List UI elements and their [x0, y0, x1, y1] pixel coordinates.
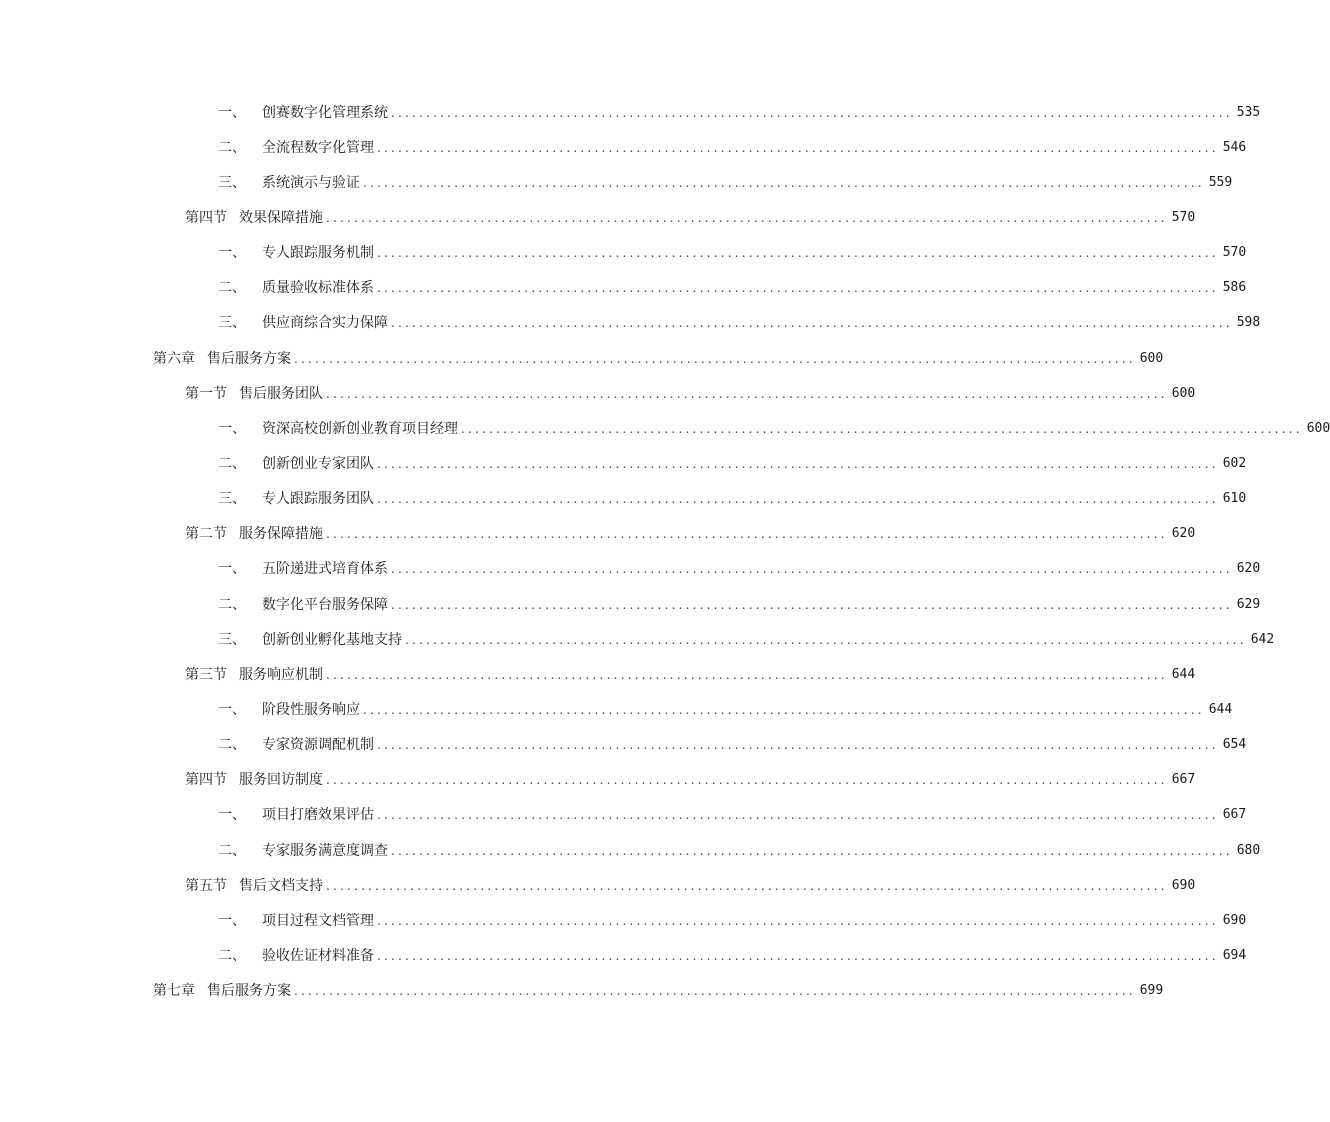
toc-entry-label [218, 455, 374, 473]
toc-entry-label [218, 139, 374, 157]
dot-leader: ........................................................................................................................ [377, 948, 1219, 963]
toc-entry-title: 创新创业孵化基地支持 [262, 631, 402, 648]
toc-entry-number: 一、 [218, 561, 246, 578]
toc-entry[interactable] [0, 728, 1247, 763]
toc-entry-title: 服务保障措施 [239, 526, 323, 543]
toc-entry-number: 一、 [218, 420, 246, 437]
dot-leader: ........................................................................................................................ [294, 984, 1136, 999]
toc-entry-page-number: 570 [1171, 209, 1196, 225]
toc-entry[interactable] [0, 482, 1247, 517]
toc-entry-title: 项目过程文档管理 [262, 912, 374, 929]
toc-entry-page-number: 694 [1222, 947, 1247, 963]
toc-entry-title: 供应商综合实力保障 [262, 315, 388, 332]
toc-entry-page-number: 680 [1236, 842, 1261, 858]
toc-entry[interactable] [0, 236, 1247, 271]
toc-entry-number: 一、 [218, 807, 246, 824]
toc-entry-line [218, 174, 1233, 192]
toc-entry-title: 售后服务方案 [207, 983, 291, 1000]
dot-leader: ........................................................................................................................ [377, 808, 1219, 823]
toc-entry-line [218, 104, 1261, 122]
toc-entry-number: 二、 [218, 947, 246, 964]
toc-entry-line [153, 982, 1164, 1000]
toc-entry-title: 项目打磨效果评估 [262, 807, 374, 824]
toc-entry-label [153, 982, 291, 1000]
toc-entry-page-number: 598 [1236, 315, 1261, 331]
toc-entry-title: 系统演示与验证 [262, 174, 360, 191]
toc-entry-page-number: 690 [1171, 877, 1196, 893]
toc-entry-title: 全流程数字化管理 [262, 139, 374, 156]
toc-entry[interactable] [0, 587, 1261, 622]
toc-entry-title: 售后服务方案 [207, 350, 291, 367]
toc-entry-line [218, 806, 1247, 824]
toc-entry-page-number: 535 [1236, 104, 1261, 120]
toc-entry-title: 五阶递进式培育体系 [262, 561, 388, 578]
dot-leader: ........................................................................................................................ [391, 843, 1233, 858]
toc-entry[interactable] [0, 622, 1275, 657]
toc-entry[interactable] [0, 903, 1247, 938]
toc-entry-number: 二、 [218, 455, 246, 472]
toc-entry-number: 二、 [218, 842, 246, 859]
toc-entry-line [185, 771, 1196, 789]
toc-entry-title: 资深高校创新创业教育项目经理 [262, 420, 458, 437]
toc-entry-label [185, 525, 323, 543]
dot-leader: ........................................................................................................................ [363, 702, 1205, 717]
toc-entry-number: 一、 [218, 245, 246, 262]
toc-entry-label [153, 350, 291, 368]
toc-entry-label [185, 385, 323, 403]
toc-entry-page-number: 644 [1171, 666, 1196, 682]
toc-entry-line [218, 560, 1261, 578]
toc-entry-page-number: 600 [1306, 420, 1330, 436]
dot-leader: ........................................................................................................................ [377, 913, 1219, 928]
toc-entry-line [185, 666, 1196, 684]
toc-entry[interactable] [0, 376, 1196, 411]
toc-entry-page-number: 620 [1171, 526, 1196, 542]
dot-leader: ........................................................................................................................ [391, 562, 1233, 577]
toc-entry-line [185, 385, 1196, 403]
toc-entry-number: 第七章 [153, 983, 195, 1000]
dot-leader: ........................................................................................................................ [377, 281, 1219, 296]
toc-entry-number: 第一节 [185, 385, 227, 402]
toc-entry-number: 二、 [218, 596, 246, 613]
toc-entry-title: 专人跟踪服务团队 [262, 491, 374, 508]
toc-entry-line [185, 525, 1196, 543]
toc-entry-page-number: 586 [1222, 280, 1247, 296]
toc-entry-line [218, 244, 1247, 262]
toc-entry-title: 专家服务满意度调查 [262, 842, 388, 859]
toc-entry-number: 二、 [218, 280, 246, 297]
dot-leader: ........................................................................................................................ [326, 210, 1168, 225]
toc-entry-title: 服务响应机制 [239, 666, 323, 683]
toc-entry-label [218, 104, 388, 122]
toc-entry-number: 三、 [218, 491, 246, 508]
toc-entry[interactable] [0, 763, 1196, 798]
dot-leader: ........................................................................................................................ [326, 386, 1168, 401]
toc-entry-line [185, 877, 1196, 895]
toc-entry-page-number: 629 [1236, 596, 1261, 612]
dot-leader: ........................................................................................................................ [326, 878, 1168, 893]
toc-entry-title: 售后服务团队 [239, 385, 323, 402]
toc-entry-page-number: 600 [1139, 350, 1164, 366]
toc-entry-title: 创赛数字化管理系统 [262, 104, 388, 121]
dot-leader: ........................................................................................................................ [461, 421, 1303, 436]
toc-entry-line [185, 209, 1196, 227]
toc-entry-line [218, 701, 1233, 719]
toc-entry[interactable] [0, 341, 1164, 376]
toc-entry-line [218, 455, 1247, 473]
toc-entry-number: 一、 [218, 104, 246, 121]
toc-entry-number: 二、 [218, 139, 246, 156]
toc-entry[interactable] [0, 938, 1247, 973]
dot-leader: ........................................................................................................................ [363, 175, 1205, 190]
toc-entry-label [218, 279, 374, 297]
toc-entry[interactable] [0, 692, 1233, 727]
dot-leader: ........................................................................................................................ [377, 738, 1219, 753]
toc-entry-number: 第三节 [185, 666, 227, 683]
toc-entry[interactable] [0, 130, 1247, 165]
toc-entry-title: 创新创业专家团队 [262, 455, 374, 472]
dot-leader: ........................................................................................................................ [294, 351, 1136, 366]
toc-entry-title: 验收佐证材料准备 [262, 947, 374, 964]
toc-entry[interactable] [0, 95, 1261, 130]
toc-entry-number: 第四节 [185, 209, 227, 226]
dot-leader: ........................................................................................................................ [326, 527, 1168, 542]
toc-entry-label [218, 842, 388, 860]
toc-entry-number: 一、 [218, 912, 246, 929]
toc-entry[interactable] [0, 517, 1196, 552]
toc-entry-number: 一、 [218, 701, 246, 718]
toc-entry-page-number: 610 [1222, 491, 1247, 507]
toc-entry-page-number: 546 [1222, 139, 1247, 155]
toc-entry-line [218, 279, 1247, 297]
dot-leader: ........................................................................................................................ [326, 773, 1168, 788]
toc-entry-title: 效果保障措施 [239, 209, 323, 226]
toc-entry-page-number: 690 [1222, 912, 1247, 928]
toc-entry-title: 质量验收标准体系 [262, 280, 374, 297]
toc-entry-label [185, 771, 323, 789]
dot-leader: ........................................................................................................................ [405, 632, 1247, 647]
toc-entry-title: 阶段性服务响应 [262, 701, 360, 718]
toc-entry-number: 第四节 [185, 772, 227, 789]
toc-entry-label [218, 420, 458, 438]
toc-entry-title: 服务回访制度 [239, 772, 323, 789]
toc-entry-page-number: 699 [1139, 983, 1164, 999]
toc-entry-label [218, 912, 374, 930]
toc-entry-label [185, 666, 323, 684]
toc-entry-number: 第五节 [185, 877, 227, 894]
toc-entry-line [153, 350, 1164, 368]
toc-entry-label [218, 806, 374, 824]
toc-entry-page-number: 667 [1171, 772, 1196, 788]
dot-leader: ........................................................................................................................ [377, 492, 1219, 507]
toc-entry[interactable] [0, 200, 1196, 235]
toc-entry-number: 第二节 [185, 526, 227, 543]
toc-entry-line [218, 490, 1247, 508]
dot-leader: ........................................................................................................................ [377, 456, 1219, 471]
toc-entry-label [218, 631, 402, 649]
toc-entry-label [218, 244, 374, 262]
toc-entry-label [218, 596, 388, 614]
toc-entry-label [218, 736, 374, 754]
toc-entry-label [218, 174, 360, 192]
toc-entry-line [218, 314, 1261, 332]
toc-entry-label [218, 490, 374, 508]
toc-entry-page-number: 602 [1222, 455, 1247, 471]
toc-entry-title: 专人跟踪服务机制 [262, 245, 374, 262]
table-of-contents [0, 95, 1330, 1009]
toc-entry-number: 第六章 [153, 350, 195, 367]
toc-entry-page-number: 654 [1222, 737, 1247, 753]
toc-entry-label [218, 314, 388, 332]
toc-entry[interactable] [0, 271, 1247, 306]
toc-entry-page-number: 559 [1208, 174, 1233, 190]
toc-entry-page-number: 667 [1222, 807, 1247, 823]
toc-entry[interactable] [0, 306, 1261, 341]
toc-entry[interactable] [0, 798, 1247, 833]
dot-leader: ........................................................................................................................ [391, 597, 1233, 612]
toc-entry-label [185, 877, 323, 895]
toc-entry-page-number: 570 [1222, 245, 1247, 261]
toc-entry[interactable] [0, 868, 1196, 903]
toc-entry[interactable] [0, 165, 1233, 200]
toc-entry[interactable] [0, 974, 1164, 1009]
toc-entry-label [185, 209, 323, 227]
toc-entry-title: 数字化平台服务保障 [262, 596, 388, 613]
toc-entry[interactable] [0, 552, 1261, 587]
dot-leader: ........................................................................................................................ [377, 140, 1219, 155]
toc-entry-page-number: 620 [1236, 561, 1261, 577]
toc-entry-number: 三、 [218, 631, 246, 648]
dot-leader: ........................................................................................................................ [326, 667, 1168, 682]
dot-leader: ........................................................................................................................ [377, 246, 1219, 261]
toc-entry-line [218, 420, 1330, 438]
dot-leader: ........................................................................................................................ [391, 105, 1233, 120]
toc-entry-line [218, 947, 1247, 965]
toc-entry-line [218, 631, 1275, 649]
toc-entry[interactable] [0, 657, 1196, 692]
toc-entry-line [218, 596, 1261, 614]
toc-entry-line [218, 912, 1247, 930]
toc-entry-line [218, 842, 1261, 860]
toc-entry-page-number: 642 [1250, 631, 1275, 647]
toc-entry[interactable] [0, 833, 1261, 868]
toc-entry-label [218, 947, 374, 965]
toc-entry-page-number: 600 [1171, 385, 1196, 401]
toc-entry[interactable] [0, 446, 1247, 481]
toc-entry-page-number: 644 [1208, 701, 1233, 717]
toc-entry-title: 专家资源调配机制 [262, 737, 374, 754]
toc-entry-line [218, 139, 1247, 157]
toc-entry[interactable] [0, 411, 1330, 446]
dot-leader: ........................................................................................................................ [391, 316, 1233, 331]
toc-entry-number: 三、 [218, 315, 246, 332]
toc-entry-number: 二、 [218, 737, 246, 754]
toc-entry-label [218, 560, 388, 578]
toc-entry-label [218, 701, 360, 719]
toc-entry-line [218, 736, 1247, 754]
toc-entry-number: 三、 [218, 174, 246, 191]
toc-entry-title: 售后文档支持 [239, 877, 323, 894]
